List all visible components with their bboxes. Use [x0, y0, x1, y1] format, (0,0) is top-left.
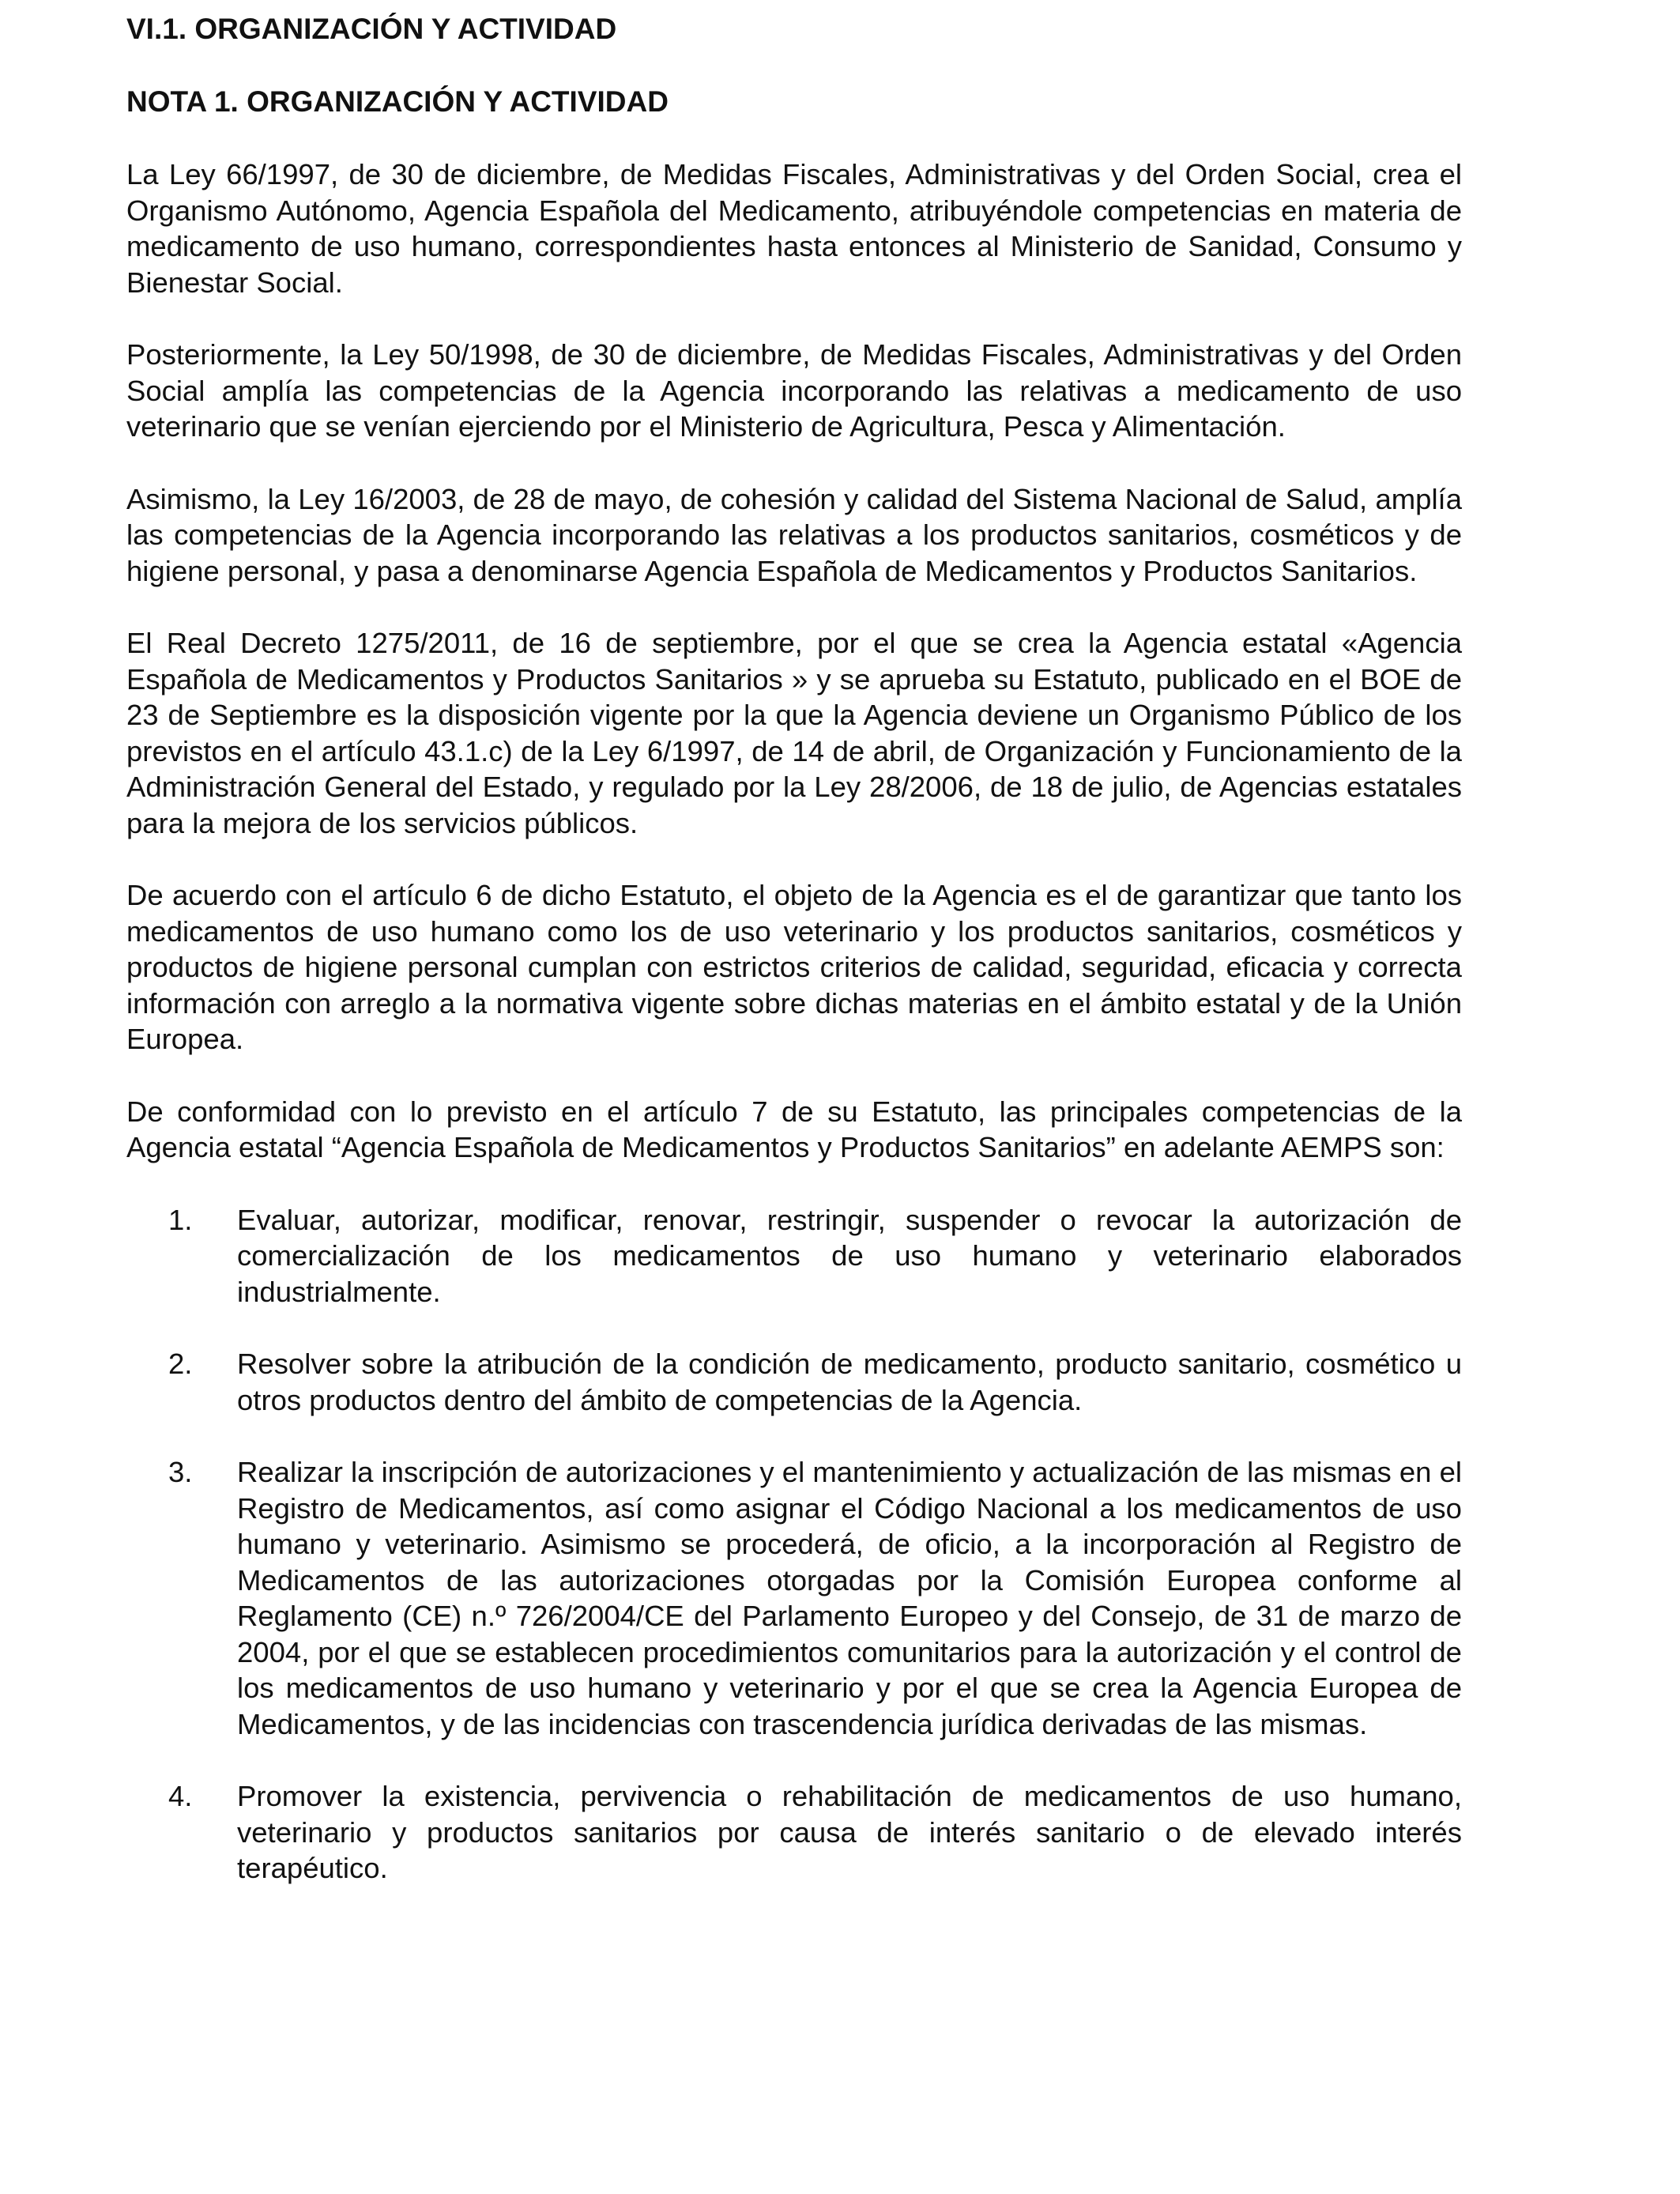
- list-item-text: Evaluar, autorizar, modificar, renovar, restringir, suspender o revocar la autorización de comercialización de los medicamentos de uso humano y veterinario elaborados industrialmente.: [237, 1203, 1462, 1308]
- document-page: [126, 11, 1462, 1923]
- list-item: [126, 1346, 1462, 1418]
- competencias-list: [126, 1202, 1462, 1887]
- list-item-text: Promover la existencia, pervivencia o rehabilitación de medicamentos de uso humano, veterinario y productos sanitarios por causa de interés sanitario o de elevado interés terapéutico.: [237, 1780, 1462, 1884]
- paragraph-competencias-intro: De conformidad con lo previsto en el artículo 7 de su Estatuto, las principales competencias de la Agencia estatal “Agencia Española de Medicamentos y Productos Sanitarios” en adelante AEMPS son:: [126, 1095, 1462, 1163]
- note-heading: NOTA 1. ORGANIZACIÓN Y ACTIVIDAD: [126, 85, 669, 118]
- list-item: [126, 1202, 1462, 1310]
- section-heading: VI.1. ORGANIZACIÓN Y ACTIVIDAD: [126, 13, 617, 45]
- list-item-text: Realizar la inscripción de autorizaciones y el mantenimiento y actualización de las mismas en el Registro de Medicamentos, así como asignar el Código Nacional a los medicamentos de uso humano y veterinario. Asimismo se procederá, de oficio, a la incorporación al Registro de Medicamentos de las autorizaciones otorgadas por la Comisión Europea conforme al Reglamento (CE) n.º 726/2004/CE del Parlamento Europeo y del Consejo, de 31 de marzo de 2004, por el que se establecen procedimientos comunitarios para la autorización y el control de los medicamentos de uso humano y veterinario y por el que se crea la Agencia Europea de Medicamentos, y de las incidencias con trascendencia jurídica derivadas de las mismas.: [237, 1456, 1462, 1740]
- list-item-text: Resolver sobre la atribución de la condición de medicamento, producto sanitario, cosmético u otros productos dentro del ámbito de competencias de la Agencia.: [237, 1348, 1462, 1416]
- list-item-number: 3.: [168, 1456, 193, 1488]
- list-item: [126, 1454, 1462, 1742]
- paragraph-ley-16-2003: Asimismo, la Ley 16/2003, de 28 de mayo, de cohesión y calidad del Sistema Nacional de Salud, amplía las competencias de la Agencia incorporando las relativas a los productos sanitarios, cosméticos y de higiene personal, y pasa a denominarse Agencia Española de Medicamentos y Productos Sanitarios.: [126, 482, 1462, 587]
- paragraph-real-decreto: El Real Decreto 1275/2011, de 16 de septiembre, por el que se crea la Agencia estatal «Agencia Española de Medicamentos y Productos Sanitarios » y se aprueba su Estatuto, publicado en el BOE de 23 de Septiembre es la disposición vigente por la que la Agencia deviene un Organismo Público de los previstos en el artículo 43.1.c) de la Ley 6/1997, de 14 de abril, de Organización y Funcionamiento de la Administración General del Estado, y regulado por la Ley 28/2006, de 18 de julio, de Agencias estatales para la mejora de los servicios públicos.: [126, 627, 1462, 839]
- paragraph-objeto-agencia: De acuerdo con el artículo 6 de dicho Estatuto, el objeto de la Agencia es el de garantizar que tanto los medicamentos de uso humano como los de uso veterinario y los productos sanitarios, cosméticos y productos de higiene personal cumplan con estrictos criterios de calidad, seguridad, eficacia y correcta información con arreglo a la normativa vigente sobre dichas materias en el ámbito estatal y de la Unión Europea.: [126, 879, 1462, 1055]
- list-item: [126, 1778, 1462, 1887]
- list-item-number: 4.: [168, 1780, 193, 1812]
- paragraph-ley-50-1998: Posteriormente, la Ley 50/1998, de 30 de diciembre, de Medidas Fiscales, Administrativas y del Orden Social amplía las competencias de la Agencia incorporando las relativas a medicamento de uso veterinario que se venían ejerciendo por el Ministerio de Agricultura, Pesca y Alimentación.: [126, 338, 1462, 443]
- paragraph-ley-66-1997: La Ley 66/1997, de 30 de diciembre, de Medidas Fiscales, Administrativas y del Orden Social, crea el Organismo Autónomo, Agencia Española del Medicamento, atribuyéndole competencias en materia de medicamento de uso humano, correspondientes hasta entonces al Ministerio de Sanidad, Consumo y Bienestar Social.: [126, 158, 1462, 299]
- list-item-number: 2.: [168, 1348, 193, 1380]
- list-item-number: 1.: [168, 1203, 193, 1236]
